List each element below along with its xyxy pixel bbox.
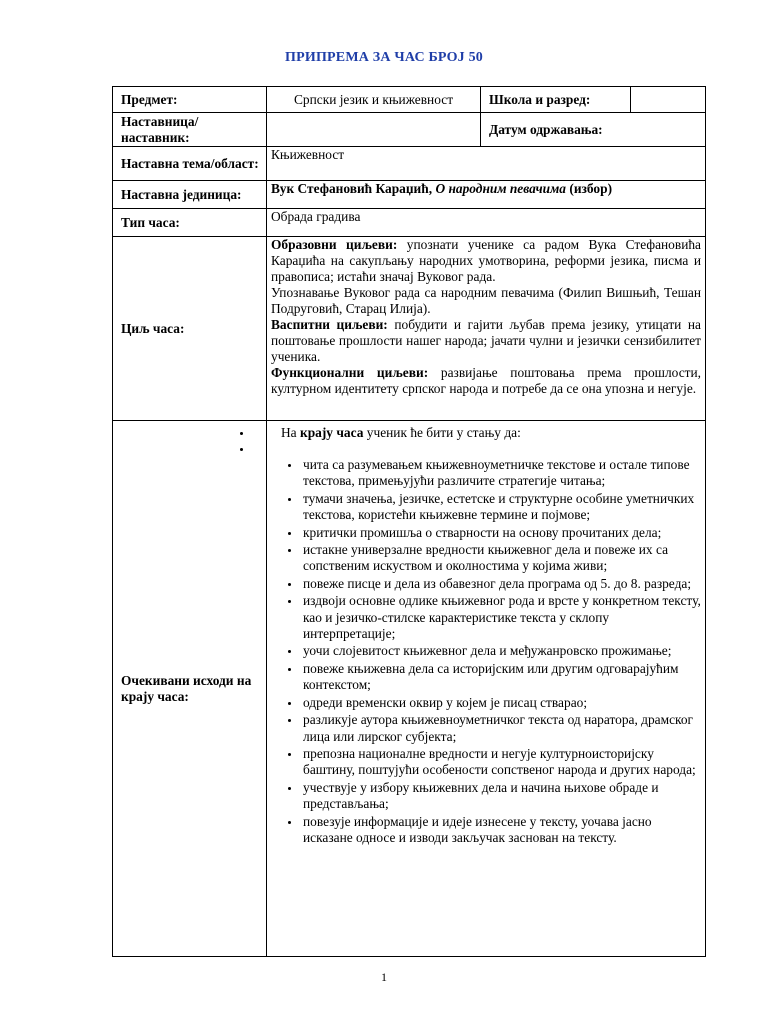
goal-label: Циљ часа:	[113, 237, 267, 421]
outcomes-value	[267, 421, 706, 957]
teacher-row	[113, 113, 706, 147]
unit-author: Вук Стефановић Караџић,	[271, 181, 433, 196]
list-item: • разликује аутора књижевноуметничког текста од наратора, драмског лица или лирског субјекта;	[301, 712, 701, 745]
subject-row	[113, 87, 706, 113]
lesson-plan-table	[112, 86, 706, 957]
list-item: • одреди временски оквир у којем је писац стварао;	[301, 695, 701, 711]
outcomes-intro-post: ученик ће бити у стању да:	[366, 425, 521, 440]
list-item: • критички промишља о стварности на основу прочитаних дела;	[301, 525, 701, 541]
list-item: • повезује информације и идеје изнесене у тексту, уочава јасно исказане односе и изводи закључак заснован на тексту.	[301, 814, 701, 847]
list-item: • учествује у избору књижевних дела и начина њихове обраде и представљања;	[301, 780, 701, 813]
outcomes-intro-bold: крају часа	[299, 425, 364, 440]
type-label: Тип часа:	[113, 209, 267, 237]
topic-row	[113, 147, 706, 181]
list-item: • повеже писце и дела из обавезног дела програма од 5. до 8. разреда;	[301, 576, 701, 592]
page-number: 1	[381, 970, 387, 984]
goal-value	[267, 237, 706, 421]
list-item: • истакне универзалне вредности књижевног дела и повеже их са сопственим искуством и околностима у којима живи;	[301, 542, 701, 575]
stray-bullets	[113, 425, 253, 457]
unit-row	[113, 181, 706, 209]
page-title: ПРИПРЕМА ЗА ЧАС БРОЈ 50	[285, 50, 483, 65]
nurturing-goals-text: побудити и гајити љубав према језику, утицати на поштовање прошлости нашег народа; јачати чулни и језички сензибилитет ученика.	[271, 317, 701, 364]
outcomes-row	[113, 421, 706, 957]
topic-value: Књижевност	[267, 147, 706, 181]
type-row	[113, 209, 706, 237]
list-item: • повеже књижевна дела са историјским или другим одговарајућим контекстом;	[301, 661, 701, 694]
unit-value	[267, 181, 706, 209]
subject-label: Предмет:	[113, 87, 267, 113]
educational-goals-label: Образовни циљеви:	[271, 237, 398, 252]
outcomes-list	[271, 457, 701, 846]
school-label: Школа и разред:	[481, 87, 631, 113]
list-item: • тумачи значења, језичке, естетске и структурне особине уметничких текстова, користећи књижевне термине и појмове;	[301, 491, 701, 524]
goal-row	[113, 237, 706, 421]
outcomes-label: Очекивани исходи на крају часа:	[121, 672, 252, 704]
unit-suffix: (избор)	[569, 181, 613, 196]
unit-label: Наставна јединица:	[113, 181, 267, 209]
functional-goals	[271, 365, 701, 397]
teacher-value	[267, 113, 481, 147]
subject-value: Српски језик и књижевност	[267, 87, 481, 113]
unit-work: О народним певачима	[435, 181, 566, 196]
outcomes-intro-pre: На	[281, 425, 297, 440]
functional-goals-text: развијање поштовања према прошлости, културном идентитету српског народа и потребе да се она упозна и негује.	[271, 365, 702, 396]
school-value	[631, 87, 706, 113]
list-item: • чита са разумевањем књижевноуметничке текстове и остале типове текстова, примењујући различите стратегије читања;	[301, 457, 701, 490]
topic-label: Наставна тема/област:	[113, 147, 267, 181]
nurturing-goals-label: Васпитни циљеви:	[271, 317, 388, 332]
educational-goals-extra: Упознавање Вуковог рада са народним певачима (Филип Вишњић, Тешан Подруговић, Старац Илија).	[271, 285, 701, 316]
list-item: • издвоји основне одлике књижевног рода и врсте у конкретном тексту, као и језичко-стилске карактеристике текста у склопу интерпретације;	[301, 593, 701, 642]
nurturing-goals	[271, 317, 701, 365]
functional-goals-label: Функционални циљеви:	[271, 365, 429, 380]
list-item: • препозна националне вредности и негује културноисторијску баштину, поштујући особености сопственог народа и других народа;	[301, 746, 701, 779]
list-item: • уочи слојевитост књижевног дела и међужанровско прожимање;	[301, 643, 701, 659]
educational-goals	[271, 237, 701, 285]
type-value: Обрада градива	[267, 209, 706, 237]
outcomes-label-cell	[113, 421, 267, 957]
date-label: Датум одржавања:	[481, 113, 706, 147]
teacher-label: Наставница/ наставник:	[113, 113, 267, 147]
educational-goals-text: упознати ученике са радом Вука Стефановића Караџића на сакупљању народних умотворина, реформи језика, писма и правописа; истаћи значај Вуковог рада.	[271, 237, 702, 284]
outcomes-intro	[281, 425, 701, 441]
